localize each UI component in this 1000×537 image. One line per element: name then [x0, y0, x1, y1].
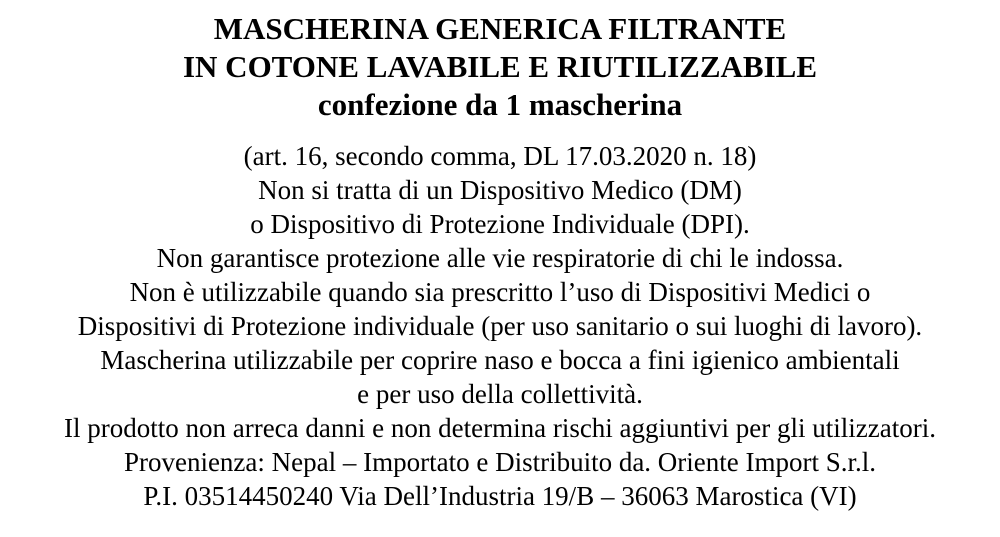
- body-line-no-harm: Il prodotto non arreca danni e non determina rischi aggiuntivi per gli utilizzatori.: [64, 413, 936, 443]
- title-line-1: MASCHERINA GENERICA FILTRANTE: [213, 11, 787, 46]
- body-line-not-usable-2: Dispositivi di Protezione individuale (per uso sanitario o sui luoghi di lavoro).: [77, 311, 923, 341]
- title-line-3: confezione da 1 mascherina: [317, 87, 683, 122]
- title-line-2: IN COTONE LAVABILE E RIUTILIZZABILE: [182, 49, 818, 84]
- label-title: [0, 10, 1000, 124]
- body-line-not-ppe: o Dispositivo di Protezione Individuale (DPI).: [250, 209, 750, 239]
- body-line-origin-importer: Provenienza: Nepal – Importato e Distribuito da. Oriente Import S.r.l.: [123, 447, 877, 477]
- body-line-usage-1: Mascherina utilizzabile per coprire naso e bocca a fini igienico ambientali: [100, 345, 900, 375]
- body-line-law-reference: (art. 16, secondo comma, DL 17.03.2020 n. 18): [243, 141, 757, 171]
- body-line-vat-address: P.I. 03514450240 Via Dell’Industria 19/B – 36063 Marostica (VI): [143, 481, 857, 511]
- body-line-usage-2: e per uso della collettività.: [357, 379, 643, 409]
- label-body: [0, 139, 1000, 513]
- body-line-not-usable-1: Non è utilizzabile quando sia prescritto l’uso di Dispositivi Medici o: [129, 277, 871, 307]
- body-line-no-protection: Non garantisce protezione alle vie respiratorie di chi le indossa.: [156, 243, 844, 273]
- body-line-not-medical-device: Non si tratta di un Dispositivo Medico (DM): [258, 175, 742, 205]
